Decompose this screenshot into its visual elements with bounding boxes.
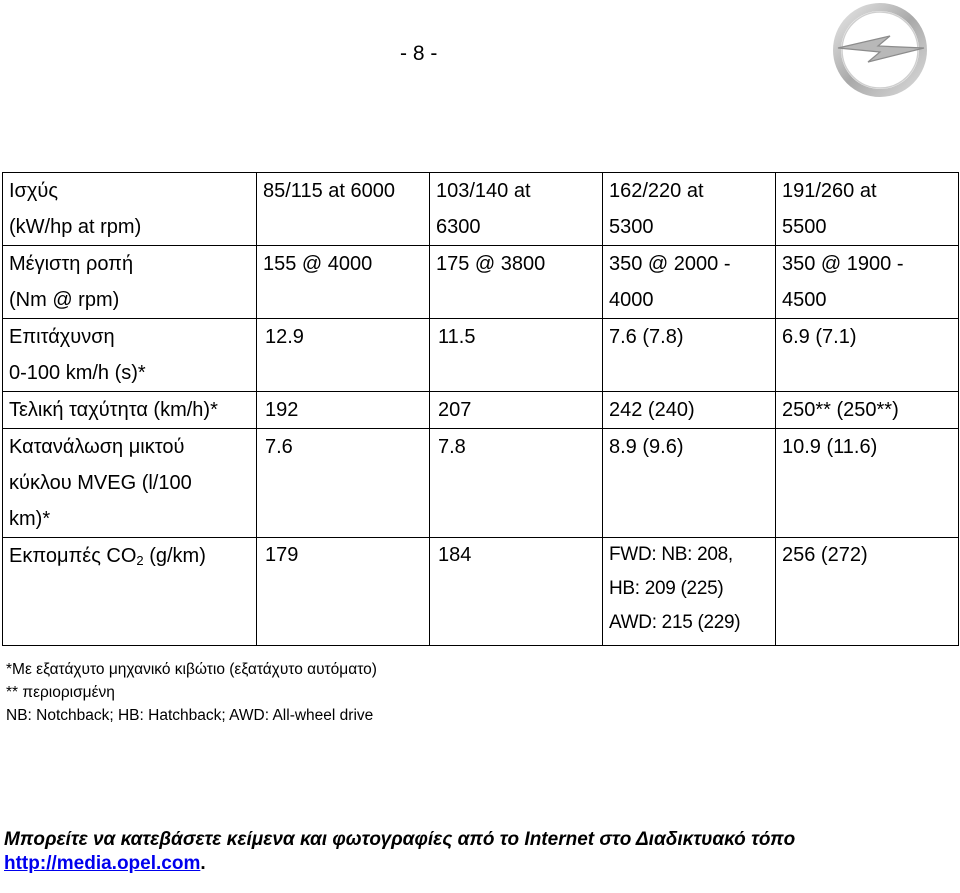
- footnotes: [6, 658, 377, 727]
- co2-subscript: 2: [136, 553, 144, 568]
- spec-row-co2-emissions: [3, 538, 959, 646]
- spec-value-line: 250** (250**): [782, 399, 899, 421]
- spec-value-line: 350 @ 1900 -: [782, 253, 904, 275]
- spec-value-acceleration-col2: [430, 319, 603, 392]
- spec-value-torque-col4: [776, 246, 959, 319]
- spec-value-line: 242 (240): [609, 399, 695, 421]
- spec-value-acceleration-col1: [257, 319, 430, 392]
- spec-value-line: 6.9 (7.1): [782, 326, 857, 348]
- spec-value-acceleration-col3: [603, 319, 776, 392]
- spec-label-line: κύκλου MVEG (l/100: [9, 472, 192, 494]
- spec-label-consumption: [3, 429, 257, 538]
- spec-value-line: 155 @ 4000: [263, 253, 373, 275]
- spec-value-line: 7.6 (7.8): [609, 326, 684, 348]
- spec-value-line: 256 (272): [782, 544, 868, 566]
- spec-value-torque-col3: [603, 246, 776, 319]
- spec-value-line: 85/115 at 6000: [263, 180, 395, 202]
- footnote-limited: ** περιορισμένη: [6, 684, 115, 701]
- spec-value-co2-emissions-col4: [776, 538, 959, 646]
- footnote-manual-gearbox: *Με εξατάχυτο μηχανικό κιβώτιο (εξατάχυτο αυτόματο): [6, 661, 377, 678]
- spec-row-power: [3, 173, 959, 246]
- footer-link-suffix: .: [200, 853, 206, 874]
- spec-value-top-speed-col1: [257, 392, 430, 429]
- spec-value-line: 103/140 at: [436, 180, 531, 202]
- spec-value-line: FWD: NB: 208,: [609, 544, 733, 565]
- spec-row-top-speed: [3, 392, 959, 429]
- spec-row-torque: [3, 246, 959, 319]
- spec-value-torque-col1: [257, 246, 430, 319]
- spec-value-torque-col2: [430, 246, 603, 319]
- spec-label-power: [3, 173, 257, 246]
- spec-value-line: 162/220 at: [609, 180, 704, 202]
- spec-value-line: 7.8: [438, 436, 466, 458]
- spec-value-power-col2: [430, 173, 603, 246]
- spec-value-line: HB: 209 (225): [609, 578, 724, 599]
- spec-label-line: Επιτάχυνση: [9, 326, 115, 348]
- spec-value-line: 7.6: [265, 436, 293, 458]
- spec-value-line: 192: [265, 399, 299, 421]
- spec-value-line: 12.9: [265, 326, 304, 348]
- spec-value-line: AWD: 215 (229): [609, 612, 741, 633]
- footer-link-wrap: [4, 853, 206, 874]
- spec-value-co2-emissions-col1: [257, 538, 430, 646]
- co2-label-suffix: (g/km): [143, 545, 206, 567]
- spec-label-line: 0-100 km/h (s)*: [9, 362, 146, 384]
- spec-row-acceleration: [3, 319, 959, 392]
- spec-value-line: 4500: [782, 289, 827, 311]
- spec-value-line: 5500: [782, 216, 827, 238]
- footer-text: Μπορείτε να κατεβάσετε κείμενα και φωτογραφίες από το Internet στο Διαδικτυακό τόπο: [4, 829, 796, 850]
- spec-label-line: (Nm @ rpm): [9, 289, 120, 311]
- spec-value-line: 6300: [436, 216, 481, 238]
- spec-value-consumption-col1: [257, 429, 430, 538]
- spec-label-line: Ισχύς: [9, 180, 58, 202]
- spec-label-top-speed: [3, 392, 257, 429]
- spec-value-line: 4000: [609, 289, 654, 311]
- spec-label-line: Κατανάλωση μικτού: [9, 436, 185, 458]
- page-number: - 8 -: [400, 42, 438, 65]
- spec-label-line: Μέγιστη ροπή: [9, 253, 134, 275]
- spec-value-consumption-col3: [603, 429, 776, 538]
- footer: [4, 828, 956, 876]
- spec-value-line: 5300: [609, 216, 654, 238]
- spec-value-line: 8.9 (9.6): [609, 436, 684, 458]
- footnote-abbreviations: NB: Notchback; HB: Hatchback; AWD: All-wheel drive: [6, 707, 374, 724]
- spec-value-co2-emissions-col2: [430, 538, 603, 646]
- co2-label-prefix: Εκπομπές CO: [9, 545, 137, 567]
- spec-value-line: 10.9 (11.6): [782, 436, 878, 458]
- spec-value-line: 11.5: [438, 326, 476, 348]
- spec-value-line: 175 @ 3800: [436, 253, 546, 275]
- spec-value-top-speed-col4: [776, 392, 959, 429]
- spec-value-line: 191/260 at: [782, 180, 877, 202]
- spec-label-line: Τελική ταχύτητα (km/h)*: [9, 399, 218, 421]
- spec-value-top-speed-col2: [430, 392, 603, 429]
- spec-row-consumption: [3, 429, 959, 538]
- spec-value-consumption-col2: [430, 429, 603, 538]
- spec-value-line: 179: [265, 544, 299, 566]
- spec-value-co2-emissions-col3: [603, 538, 776, 646]
- spec-label-acceleration: [3, 319, 257, 392]
- spec-value-power-col3: [603, 173, 776, 246]
- spec-label-line: (kW/hp at rpm): [9, 216, 142, 238]
- spec-label-co2-emissions: [3, 538, 257, 646]
- spec-label-torque: [3, 246, 257, 319]
- spec-value-line: 350 @ 2000 -: [609, 253, 731, 275]
- spec-label-line: km)*: [9, 508, 51, 530]
- spec-value-power-col1: [257, 173, 430, 246]
- spec-value-consumption-col4: [776, 429, 959, 538]
- media-opel-link[interactable]: http://media.opel.com: [4, 853, 201, 874]
- opel-blitz-logo-icon: [832, 2, 928, 98]
- spec-value-acceleration-col4: [776, 319, 959, 392]
- spec-value-top-speed-col3: [603, 392, 776, 429]
- spec-label-line: [9, 538, 256, 579]
- spec-value-line: 207: [438, 399, 472, 421]
- spec-table: [2, 172, 959, 646]
- spec-value-power-col4: [776, 173, 959, 246]
- spec-value-line: 184: [438, 544, 472, 566]
